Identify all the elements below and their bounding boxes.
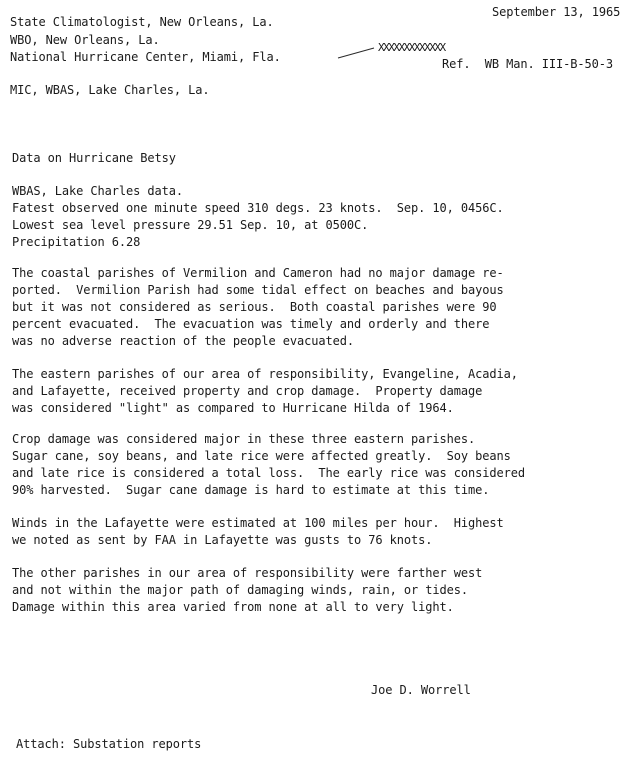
- memo-subject: Data on Hurricane Betsy: [12, 151, 176, 165]
- struck-out-text: XXXXXXXXXXXXX: [378, 41, 445, 54]
- memo-date: September 13, 1965: [492, 5, 621, 19]
- addressee-line: National Hurricane Center, Miami, Fla.: [10, 50, 281, 64]
- text-line: WBAS, Lake Charles data.: [12, 184, 183, 198]
- paragraph-crop-damage: [12, 431, 637, 499]
- text-line: Damage within this area varied from none at all to very light.: [12, 600, 454, 614]
- text-line: Crop damage was considered major in these three eastern parishes.: [12, 432, 476, 446]
- text-line: 90% harvested. Sugar cane damage is hard to estimate at this time.: [12, 483, 490, 497]
- text-line: Fatest observed one minute speed 310 degs. 23 knots. Sep. 10, 0456C.: [12, 201, 504, 215]
- text-line: was no adverse reaction of the people evacuated.: [12, 334, 354, 348]
- text-line: and Lafayette, received property and crop damage. Property damage: [12, 384, 483, 398]
- text-line: we noted as sent by FAA in Lafayette was gusts to 76 knots.: [12, 533, 433, 547]
- attachment-note: Attach: Substation reports: [16, 737, 202, 751]
- signature-name: Joe D. Worrell: [371, 683, 471, 697]
- text-line: The eastern parishes of our area of responsibility, Evangeline, Acadia,: [12, 367, 518, 381]
- paragraph-coastal-parishes: [12, 265, 637, 350]
- text-line: The coastal parishes of Vermilion and Cameron had no major damage re-: [12, 266, 504, 280]
- paragraph-station-data: [12, 183, 637, 251]
- addressee-line: WBO, New Orleans, La.: [10, 33, 160, 47]
- text-line: ported. Vermilion Parish had some tidal effect on beaches and bayous: [12, 283, 504, 297]
- text-line: Precipitation 6.28: [12, 235, 141, 249]
- addressee-line: State Climatologist, New Orleans, La.: [10, 15, 274, 29]
- text-line: but it was not considered as serious. Both coastal parishes were 90: [12, 300, 497, 314]
- paragraph-winds: [12, 515, 637, 549]
- text-line: Sugar cane, soy beans, and late rice were affected greatly. Soy beans: [12, 449, 511, 463]
- text-line: and not within the major path of damaging winds, rain, or tides.: [12, 583, 468, 597]
- paragraph-other-parishes: [12, 565, 637, 616]
- text-line: The other parishes in our area of responsibility were farther west: [12, 566, 483, 580]
- addressee-line: MIC, WBAS, Lake Charles, La.: [10, 83, 210, 97]
- text-line: and late rice is considered a total loss. The early rice was considered: [12, 466, 525, 480]
- paragraph-eastern-parishes: [12, 366, 637, 417]
- text-line: percent evacuated. The evacuation was timely and orderly and there: [12, 317, 490, 331]
- text-line: Lowest sea level pressure 29.51 Sep. 10, at 0500C.: [12, 218, 369, 232]
- text-line: Winds in the Lafayette were estimated at 100 miles per hour. Highest: [12, 516, 504, 530]
- reference-line: Ref. WB Man. III-B-50-3: [442, 57, 613, 71]
- text-line: was considered "light" as compared to Hurricane Hilda of 1964.: [12, 401, 454, 415]
- handwritten-arrow: [336, 46, 376, 60]
